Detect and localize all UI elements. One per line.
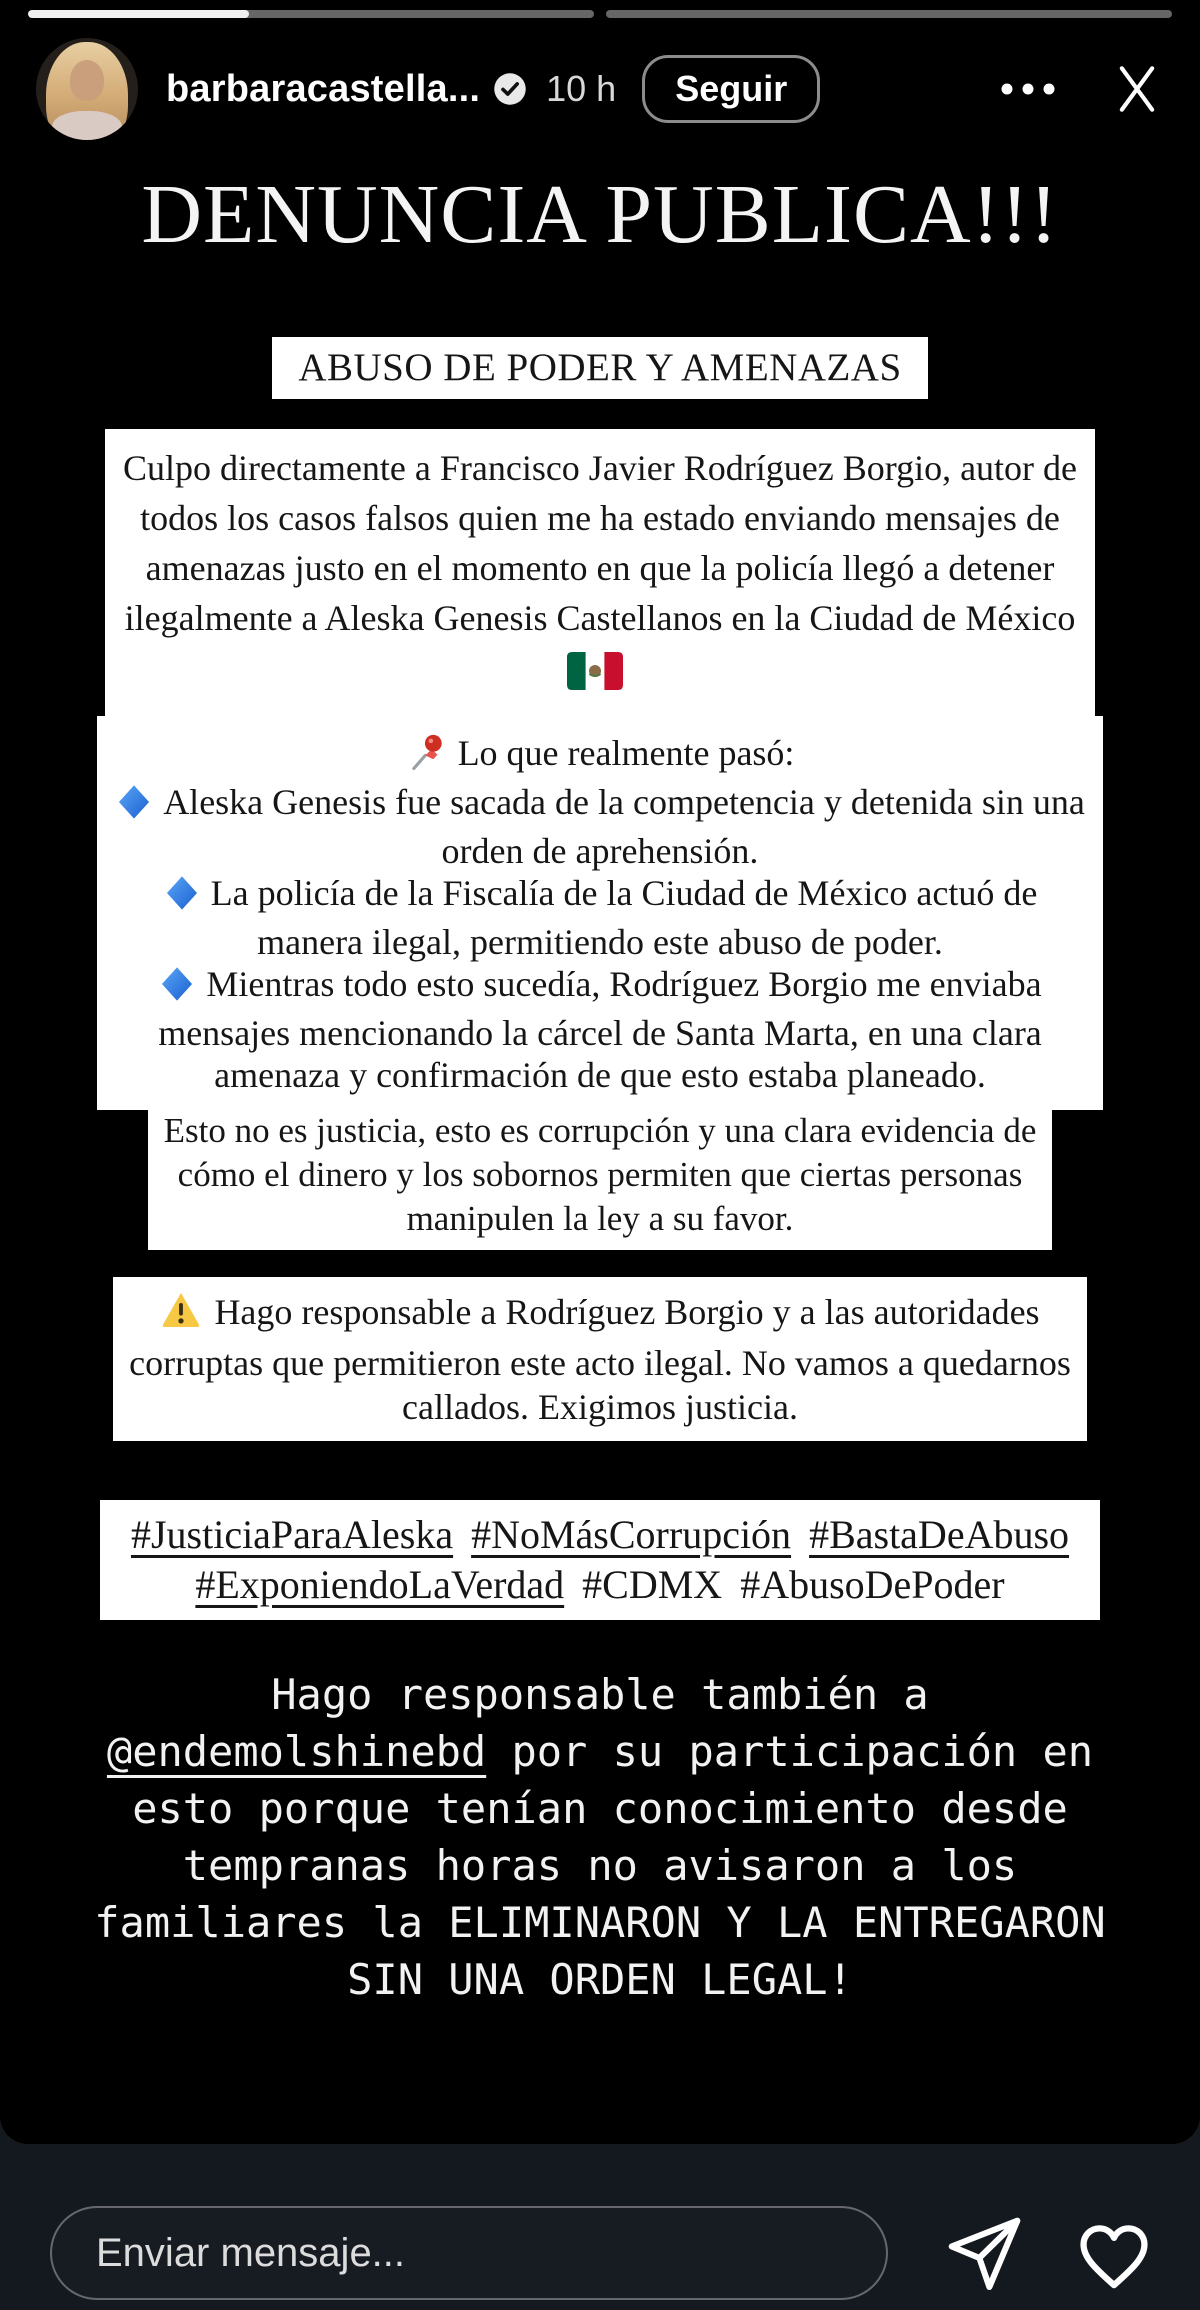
story-progress-bar [28, 10, 1172, 18]
hashtag: #JusticiaParaAleska [130, 1512, 454, 1557]
hashtag: #ExponiendoLaVerdad [195, 1562, 565, 1607]
warning-icon [160, 1289, 202, 1341]
mono-text-block: Hago responsable también a @endemolshinebd por su participación en esto porque tenían conocimiento desde tempranas horas no avisaron a los familiares la ELIMINARON Y LA ENTREGARON SIN UNA ORDEN LEGAL! [94, 1670, 1106, 2004]
more-options-icon[interactable] [996, 79, 1060, 99]
story-title: DENUNCIA PUBLICA!!! [141, 168, 1059, 261]
close-icon[interactable] [1112, 60, 1162, 118]
hashtag: #NoMásCorrupción [471, 1512, 792, 1557]
story-header [36, 36, 1162, 142]
mention-link[interactable]: @endemolshinebd [106, 1727, 487, 1776]
banner-box: ABUSO DE PODER Y AMENAZAS [272, 337, 927, 399]
heart-icon[interactable] [1072, 2213, 1156, 2297]
mexico-flag-icon [567, 650, 623, 706]
follow-button[interactable]: Seguir [642, 55, 820, 123]
share-icon[interactable] [941, 2211, 1027, 2297]
message-input[interactable] [50, 2206, 888, 2300]
story-timestamp: 10 h [546, 68, 617, 109]
hashtags-box [100, 1500, 1100, 1620]
verified-badge-icon [492, 71, 528, 107]
facts-box: Lo que realmente pasó: Aleska Genesis fue sacada de la competencia y detenida sin una orden de aprehensión. La policía de la Fiscalía de la Ciudad de México actuó de manera ilegal, permitiendo este abuso de poder. Mientras todo esto sucedía, Rodríguez Borgio me enviaba mensajes mencionando la cárcel de Santa Marta, en una clara amenaza y confirmación de que esto estaba planeado. [97, 716, 1103, 1110]
avatar[interactable] [36, 38, 138, 140]
accusation-box: Culpo directamente a Francisco Javier Rodríguez Borgio, autor de todos los casos falsos quien me ha estado enviando mensajes de amenazas justo en el momento en que la policía llegó a detener ilegalmente a Aleska Genesis Castellanos en la Ciudad de México [105, 429, 1095, 720]
progress-segment-2 [606, 10, 1172, 18]
justice-box: Esto no es justicia, esto es corrupción y una clara evidencia de cómo el dinero y los sobornos permiten que ciertas personas manipulen la ley a su favor. [148, 1100, 1053, 1250]
pushpin-icon [406, 730, 448, 781]
progress-segment-1 [28, 10, 594, 18]
blue-diamond-icon [163, 874, 201, 921]
hashtag: #CDMX [582, 1562, 723, 1607]
hashtag: #BastaDeAbuso [809, 1512, 1070, 1557]
hashtag: #AbusoDePoder [740, 1562, 1005, 1607]
responsibility-box: Hago responsable a Rodríguez Borgio y a las autoridades corruptas que permitieron este acto ilegal. No vamos a quedarnos callados. Exigimos justicia. [113, 1277, 1087, 1441]
username[interactable]: barbaracastella... [166, 67, 481, 110]
blue-diamond-icon [115, 783, 153, 830]
blue-diamond-icon [158, 965, 196, 1012]
